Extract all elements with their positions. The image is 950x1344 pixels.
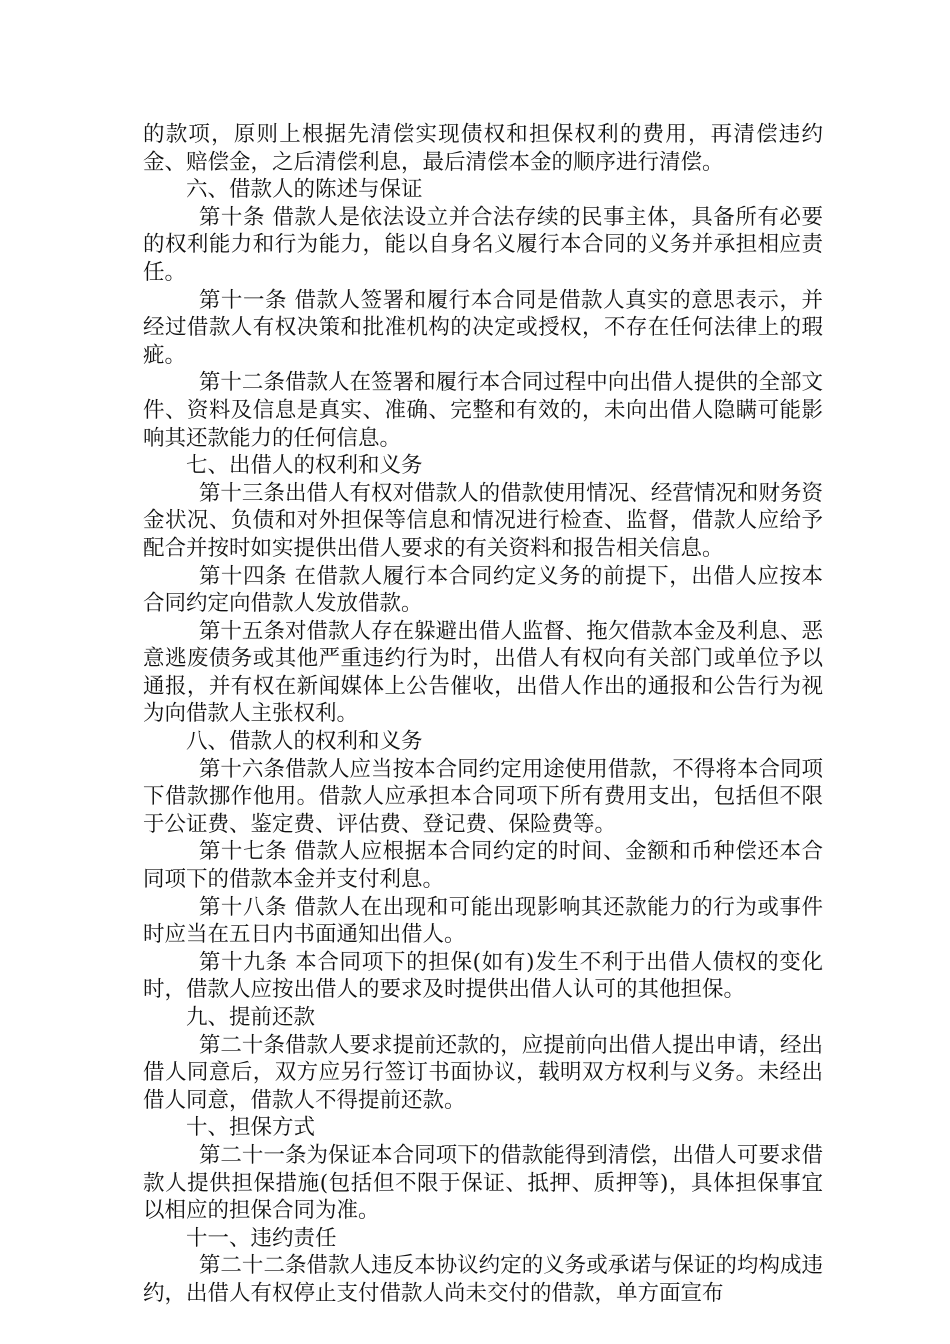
clause-paragraph: 第二十二条借款人违反本协议约定的义务或承诺与保证的均构成违约，出借人有权停止支付借款人尚未交付的借款，单方面宣布 xyxy=(143,1253,823,1306)
clause-paragraph: 第十一条 借款人签署和履行本合同是借款人真实的意思表示，并经过借款人有权决策和批准机构的决定或授权，不存在任何法律上的瑕疵。 xyxy=(143,287,823,368)
clause-paragraph: 第十六条借款人应当按本合同约定用途使用借款，不得将本合同项下借款挪作他用。借款人应承担本合同项下所有费用支出，包括但不限于公证费、鉴定费、评估费、登记费、保险费等。 xyxy=(143,756,823,837)
section-heading: 六、借款人的陈述与保证 xyxy=(186,177,423,203)
clause-paragraph: 第十九条 本合同项下的担保(如有)发生不利于出借人债权的变化时，借款人应按出借人的要求及时提供出借人认可的其他担保。 xyxy=(143,949,823,1003)
section-heading: 十一、违约责任 xyxy=(186,1225,337,1251)
paragraph: 的款项，原则上根据先清偿实现债权和担保权利的费用，再清偿违约金、赔偿金，之后清偿利息，最后清偿本金的顺序进行清偿。 xyxy=(143,122,823,175)
clause-paragraph: 第十八条 借款人在出现和可能出现影响其还款能力的行为或事件时应当在五日内书面通知出借人。 xyxy=(143,894,823,948)
clause-paragraph: 第十条 借款人是依法设立并合法存续的民事主体，具备所有必要的权利能力和行为能力，能以自身名义履行本合同的义务并承担相应责任。 xyxy=(143,204,823,285)
clause-paragraph: 第十五条对借款人存在躲避出借人监督、拖欠借款本金及利息、恶意逃废债务或其他严重违约行为时，出借人有权向有关部门或单位予以通报，并有权在新闻媒体上公告催收，出借人作出的通报和公告行为视为向借款人主张权利。 xyxy=(143,618,823,727)
clause-paragraph: 第二十条借款人要求提前还款的，应提前向出借人提出申请，经出借人同意后，双方应另行签订书面协议，载明双方权利与义务。未经出借人同意，借款人不得提前还款。 xyxy=(143,1032,823,1113)
clause-paragraph: 第十四条 在借款人履行本合同约定义务的前提下，出借人应按本合同约定向借款人发放借款。 xyxy=(143,563,823,617)
section-heading: 九、提前还款 xyxy=(186,1005,316,1030)
clause-paragraph: 第十二条借款人在签署和履行本合同过程中向出借人提供的全部文件、资料及信息是真实、准确、完整和有效的，未向出借人隐瞒可能影响其还款能力的任何信息。 xyxy=(143,370,823,451)
document-body xyxy=(143,121,823,1308)
section-heading: 十、担保方式 xyxy=(186,1115,316,1141)
section-heading: 八、借款人的权利和义务 xyxy=(186,729,423,755)
clause-paragraph: 第二十一条为保证本合同项下的借款能得到清偿，出借人可要求借款人提供担保措施(包括但不限于保证、抵押、质押等)，具体担保事宜以相应的担保合同为准。 xyxy=(143,1142,823,1224)
clause-paragraph: 第十七条 借款人应根据本合同约定的时间、金额和币种偿还本合同项下的借款本金并支付利息。 xyxy=(143,839,823,893)
section-heading: 七、出借人的权利和义务 xyxy=(186,453,423,479)
clause-paragraph: 第十三条出借人有权对借款人的借款使用情况、经营情况和财务资金状况、负债和对外担保等信息和情况进行检查、监督，借款人应给予配合并按时如实提供出借人要求的有关资料和报告相关信息。 xyxy=(143,480,823,561)
